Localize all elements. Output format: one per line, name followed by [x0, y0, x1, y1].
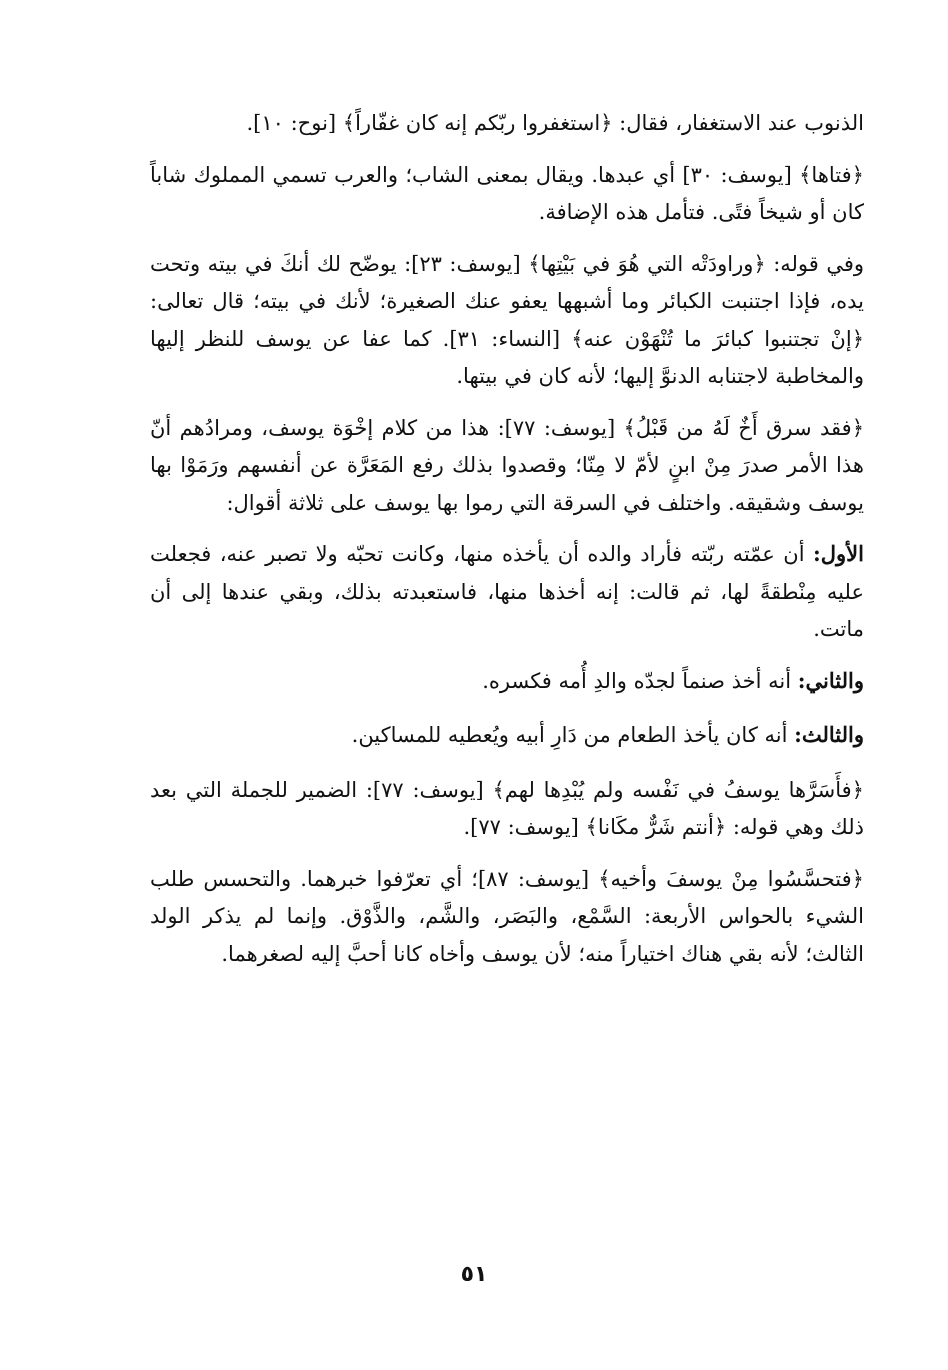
paragraph-6	[150, 662, 864, 701]
paragraph-text: أنه أخذ صنماً لجدّه والدِ أُمه فكسره.	[482, 668, 798, 693]
paragraph-3	[150, 245, 864, 396]
paragraph-8	[150, 771, 864, 847]
paragraph-text: الذنوب عند الاستغفار، فقال: ﴿استغفروا ربّكم إنه كان غفّاراً﴾ [نوح: ١٠].	[246, 111, 864, 135]
paragraph-4	[150, 409, 864, 523]
page-body	[150, 104, 864, 986]
paragraph-lead: والثالث:	[794, 722, 864, 747]
paragraph-text: ﴿فأَسَرَّها يوسفُ في نَفْسه ولم يُبْدِها لهم﴾ [يوسف: ٧٧]: الضمير للجملة التي بعد ذلك وهي قوله: ﴿أنتم شَرٌّ مكَانا﴾ [يوسف: ٧٧].	[150, 777, 864, 839]
page-number: ٥١	[460, 1262, 488, 1287]
paragraph-text: أنه كان يأخذ الطعام من دَارِ أبيه ويُعطيه للمساكين.	[351, 723, 795, 747]
paragraph-2	[150, 156, 864, 232]
paragraph-7	[150, 716, 864, 755]
paragraph-5	[150, 535, 864, 649]
paragraph-text: ﴿فقد سرق أَخٌ لَهُ من قَبْلُ﴾ [يوسف: ٧٧]: هذا من كلام إخْوَة يوسف، ومرادُهم أنّ هذا الأمر صدرَ مِنْ ابنٍ لأمّ لا مِنّا؛ وقصدوا بذلك رفع المَعَرَّة عن أنفسهم ورَمَوْا بها يوسف وشقيقه. واختلف في السرقة التي رموا بها يوسف على ثلاثة أقوال:	[150, 415, 864, 515]
paragraph-text: ﴿فتحسَّسُوا مِنْ يوسفَ وأخيه﴾ [يوسف: ٨٧]؛ أي تعرّفوا خبرهما. والتحسس طلب الشيء بالحواس الأربعة: السَّمْع، والبَصَر، والشَّم، والذَّوْق. وإنما لم يذكر الولد الثالث؛ لأنه بقي هناك اختياراً منه؛ لأن يوسف وأخاه كانا أحبَّ إليه لصغرهما.	[150, 866, 864, 966]
paragraph-text: وفي قوله: ﴿وراودَتْه التي هُوَ في بَيْتِها﴾ [يوسف: ٢٣]: يوضّح لك أنكَ في بيته وتحت يده، فإذا اجتنبت الكبائر وما أشبهها يعفو عنك الصغيرة؛ لأنك في بيته؛ قال تعالى: ﴿إنْ تجتنبوا كبائرَ ما تُنْهَوْن عنه﴾ [النساء: ٣١]. كما عفا عن يوسف للنظر إليها والمخاطبة لاجتنابه الدنوَّ إليها؛ لأنه كان في بيتها.	[150, 251, 864, 388]
paragraph-lead: الأول:	[813, 541, 864, 566]
paragraph-text: أن عمّته ربّته فأراد والده أن يأخذه منها، وكانت تحبّه ولا تصبر عنه، فجعلت عليه مِنْطقةً لها، ثم قالت: إنه أخذها منها، فاستعبدته بذلك، وبقي عندها إلى أن ماتت.	[150, 542, 864, 641]
paragraph-9	[150, 860, 864, 974]
paragraph-lead: والثاني:	[797, 667, 864, 693]
paragraph-text: ﴿فتاها﴾ [يوسف: ٣٠] أي عبدها. ويقال بمعنى الشاب؛ والعرب تسمي المملوك شاباً كان أو شيخاً فتًى. فتأمل هذه الإضافة.	[150, 162, 864, 224]
paragraph-1	[150, 104, 864, 143]
